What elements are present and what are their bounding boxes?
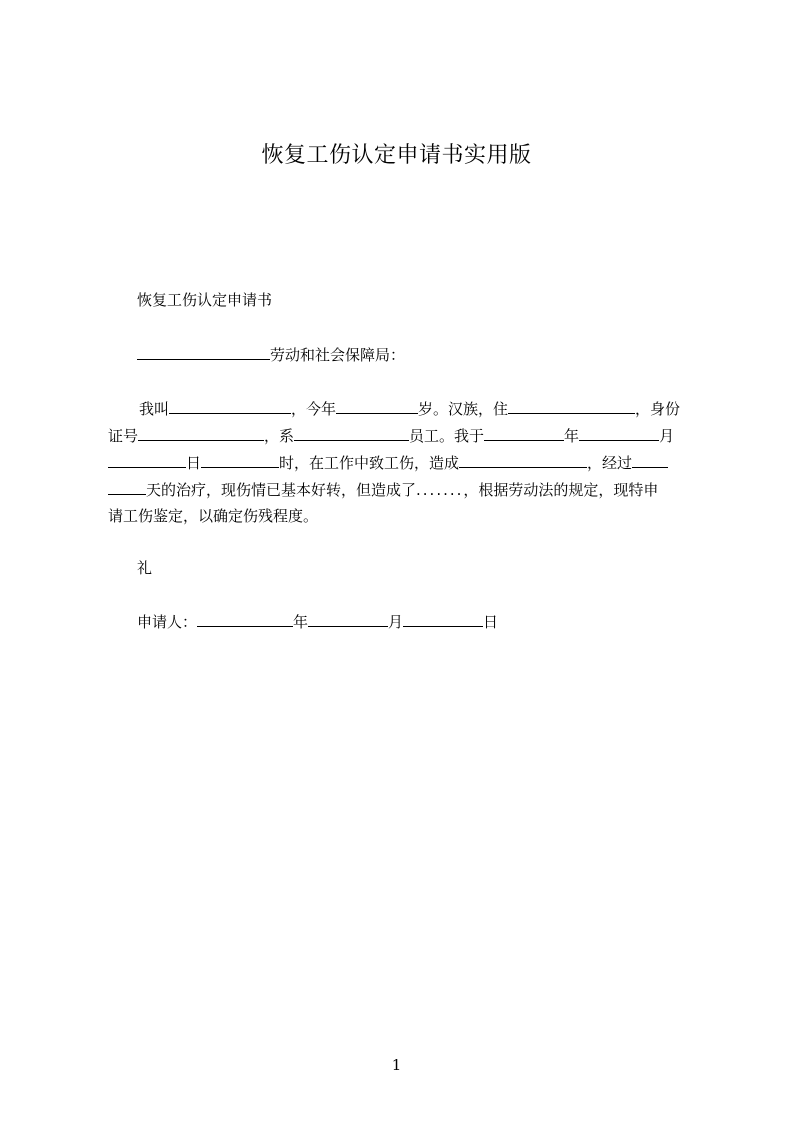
body-text: 员工。我于 — [409, 427, 485, 445]
day-blank — [108, 452, 186, 468]
signature-year: 年 — [293, 613, 309, 631]
body-text: 年 — [564, 427, 580, 445]
addressee-line — [137, 344, 405, 365]
body-text: ，经过 — [587, 454, 633, 472]
age-blank — [336, 398, 418, 414]
signature-label: 申请人： — [137, 613, 198, 631]
body-text: 我叫 — [139, 400, 170, 418]
body-text: ，今年 — [291, 400, 337, 418]
body-text: 岁。汉族，住 — [418, 400, 509, 418]
body-text: 证号 — [108, 427, 139, 445]
body-text: 月 — [659, 427, 675, 445]
body-line-2 — [108, 425, 674, 446]
body-text: ，身份 — [635, 400, 681, 418]
body-line-4 — [108, 479, 658, 500]
signature-year-blank — [308, 611, 388, 627]
body-text: 日 — [186, 454, 202, 472]
closing-text: 礼 — [137, 559, 153, 577]
body-text: ，系 — [264, 427, 295, 445]
address-blank — [508, 398, 635, 414]
body-text: ....... — [416, 481, 464, 499]
addressee-suffix: 劳动和社会保障局： — [270, 346, 406, 364]
year-blank — [484, 425, 564, 441]
document-heading: 恢复工伤认定申请书 — [137, 291, 273, 309]
addressee-blank — [137, 344, 270, 360]
name-blank — [169, 398, 291, 414]
body-line-1 — [139, 398, 680, 419]
id-number-blank — [138, 425, 264, 441]
hour-blank — [201, 452, 279, 468]
body-line-5: 请工伤鉴定，以确定伤残程度。 — [108, 507, 319, 525]
signature-month: 月 — [388, 613, 404, 631]
body-text: 时，在工作中致工伤，造成 — [279, 454, 460, 472]
treatment-days-blank — [632, 452, 668, 468]
employer-blank — [294, 425, 409, 441]
signature-line — [137, 611, 498, 632]
injury-blank — [459, 452, 587, 468]
page-title: 恢复工伤认定申请书实用版 — [261, 143, 532, 168]
body-text: ，根据劳动法的规定，现特申 — [463, 481, 659, 499]
signature-blank — [197, 611, 293, 627]
signature-month-blank — [403, 611, 483, 627]
treatment-days-blank-cont — [108, 479, 146, 495]
body-text: 天的治疗，现伤情已基本好转，但造成了 — [146, 481, 417, 499]
month-blank — [579, 425, 659, 441]
page-number: 1 — [391, 1056, 402, 1074]
body-line-3 — [108, 452, 668, 473]
signature-day: 日 — [483, 613, 499, 631]
